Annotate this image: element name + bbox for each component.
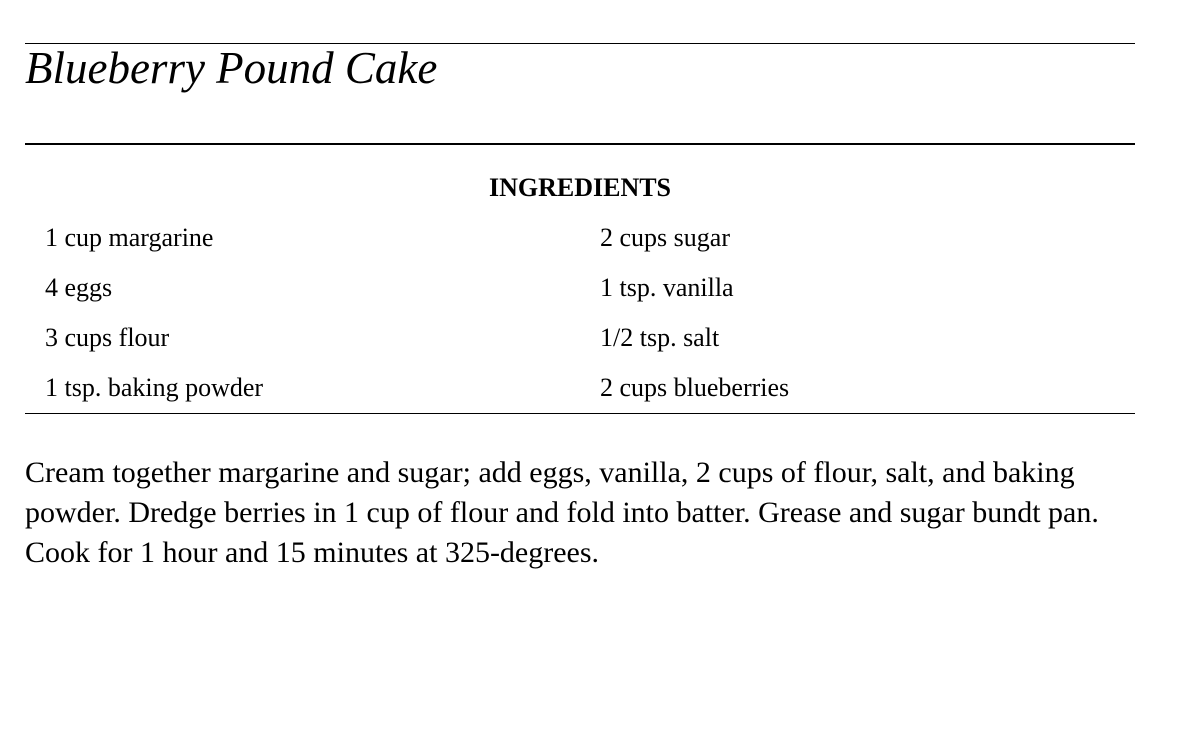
ingredients-divider <box>25 413 1135 414</box>
ingredient-item: 2 cups sugar <box>600 223 730 252</box>
ingredient-item: 2 cups blueberries <box>600 373 790 402</box>
ingredients-list <box>45 222 1125 422</box>
title-divider <box>25 143 1135 145</box>
ingredient-item: 3 cups flour <box>45 323 170 352</box>
ingredient-item: 1 tsp. baking powder <box>45 373 264 402</box>
recipe-instructions: Cream together margarine and sugar; add eggs, vanilla, 2 cups of flour, salt, and baking powder. Dredge berries in 1 cup of flour and fold into batter. Grease and sugar bundt pan. Cook for 1 hour and 15 minutes at 325-degrees. <box>25 456 1099 569</box>
ingredient-item: 1 tsp. vanilla <box>600 273 734 302</box>
ingredient-item: 4 eggs <box>45 273 113 302</box>
ingredients-heading: INGREDIENTS <box>488 173 672 202</box>
ingredient-item: 1/2 tsp. salt <box>600 323 720 352</box>
recipe-title: Blueberry Pound Cake <box>25 43 438 93</box>
ingredient-item: 1 cup margarine <box>45 223 214 252</box>
